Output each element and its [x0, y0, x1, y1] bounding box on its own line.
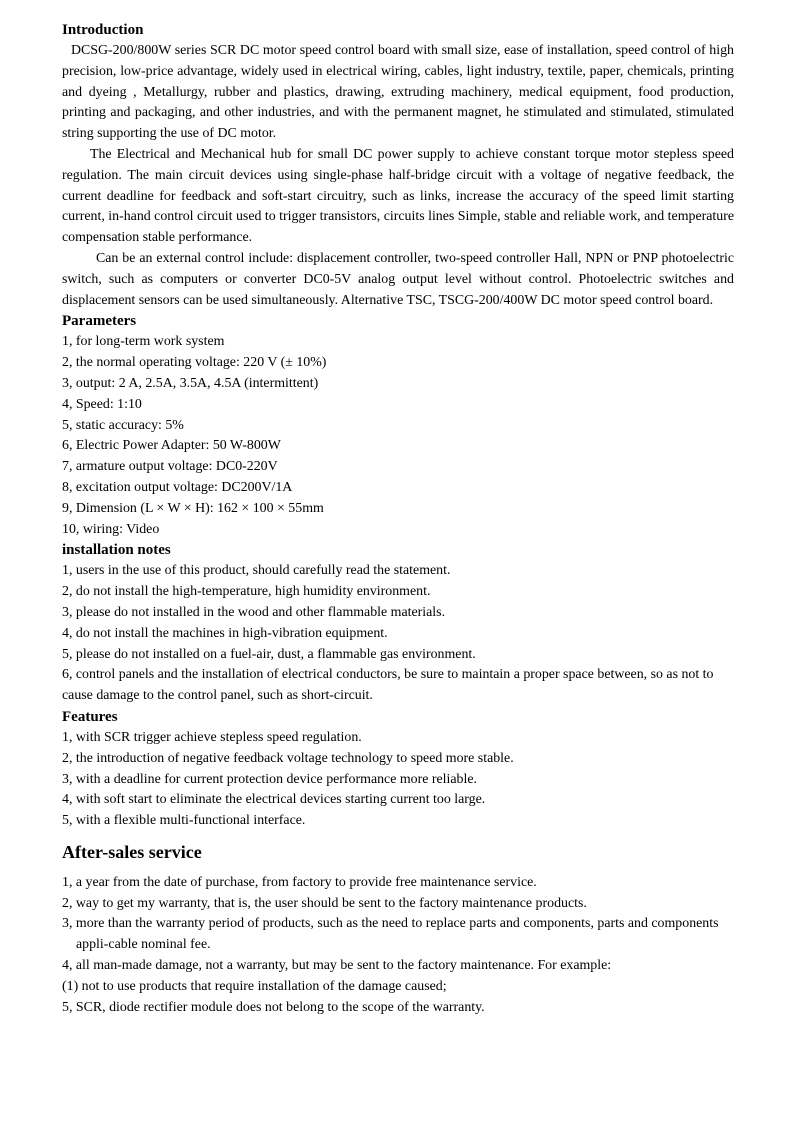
document-page [62, 20, 734, 1018]
after-sales-heading: After-sales service [62, 841, 202, 862]
list-item: 4, with soft start to eliminate the electrical devices starting current too large. [62, 792, 486, 808]
list-item: 8, excitation output voltage: DC200V/1A [62, 479, 293, 495]
intro-paragraph-1: DCSG-200/800W series SCR DC motor speed control board with small size, ease of installation, speed control of high precision, low-price advantage, widely used in electrical wiring, cables, light industry, textile, paper, chemicals, printing and dyeing , Metallurgy, rubber and plastics, drawing, extruding machinery, medical equipment, food production, printing and packaging, and other industries, and with the permanent magnet, he stimulated and stimulated, stimulated string supporting the use of DC motor. [62, 43, 734, 142]
features-section [62, 707, 734, 832]
list-item: 1, a year from the date of purchase, from factory to provide free maintenance service. [62, 874, 537, 890]
after-sales-section [62, 839, 734, 1019]
list-item: 2, the normal operating voltage: 220 V (± 10%) [62, 355, 327, 371]
list-item: 9, Dimension (L × W × H): 162 × 100 × 55mm [62, 500, 324, 516]
intro-paragraph-2: The Electrical and Mechanical hub for small DC power supply to achieve constant torque motor stepless speed regulation. The main circuit devices using single-phase half-bridge circuit with a voltage of negative feedback, the current deadline for feedback and soft-start circuitry, such as links, increase the accuracy of the speed limit starting current, in-hand control circuit used to trigger transistors, circuits lines Simple, stable and reliable work, and temperature compensation stable performance. [62, 146, 734, 246]
list-item: 5, with a flexible multi-functional interface. [62, 813, 306, 829]
list-item: 1, users in the use of this product, should carefully read the statement. [62, 563, 451, 579]
list-item: 3, with a deadline for current protection device performance more reliable. [62, 771, 477, 787]
introduction-section [62, 20, 734, 311]
installation-heading: installation notes [62, 542, 171, 559]
list-item: 4, Speed: 1:10 [62, 396, 142, 412]
list-item: 3, more than the warranty period of products, such as the need to replace parts and components, parts and components appli-cable nominal fee. [62, 916, 719, 953]
list-item: 3, output: 2 A, 2.5A, 3.5A, 4.5A (intermittent) [62, 375, 319, 391]
list-item: 2, do not install the high-temperature, high humidity environment. [62, 584, 431, 600]
list-item: 2, the introduction of negative feedback voltage technology to speed more stable. [62, 750, 514, 766]
intro-paragraph-3: Can be an external control include: displacement controller, two-speed controller Hall, NPN or PNP photoelectric switch, such as computers or converter DC0-5V analog output level without control. Photoelectric switches and displacement sensors can be used simultaneously. Alternative TSC, TSCG-200/400W DC motor speed control board. [62, 250, 734, 308]
list-item: 5, static accuracy: 5% [62, 417, 184, 433]
list-item: 1, for long-term work system [62, 334, 225, 350]
list-item: 3, please do not installed in the wood and other flammable materials. [62, 604, 446, 620]
features-heading: Features [62, 708, 118, 725]
list-item: 2, way to get my warranty, that is, the user should be sent to the factory maintenance products. [62, 895, 587, 911]
parameters-heading: Parameters [62, 313, 137, 330]
introduction-heading: Introduction [62, 22, 144, 38]
list-item: 10, wiring: Video [62, 521, 160, 537]
list-item: 4, do not install the machines in high-vibration equipment. [62, 625, 388, 641]
list-item: 6, Electric Power Adapter: 50 W-800W [62, 438, 281, 454]
list-item: 6, control panels and the installation of electrical conductors, be sure to maintain a proper space between, so as not to cause damage to the control panel, such as short-circuit. [62, 667, 714, 704]
installation-section [62, 540, 734, 707]
list-item: 1, with SCR trigger achieve stepless speed regulation. [62, 729, 362, 745]
features-list [62, 728, 734, 832]
list-item: 5, SCR, diode rectifier module does not belong to the scope of the warranty. [62, 999, 485, 1015]
parameters-list [62, 332, 734, 540]
parameters-section [62, 311, 734, 540]
after-sales-list [62, 873, 734, 1019]
installation-list [62, 561, 734, 707]
list-item: 7, armature output voltage: DC0-220V [62, 459, 278, 475]
list-item: (1) not to use products that require installation of the damage caused; [62, 978, 447, 994]
list-item: 4, all man-made damage, not a warranty, but may be sent to the factory maintenance. For example: [62, 958, 612, 974]
list-item: 5, please do not installed on a fuel-air, dust, a flammable gas environment. [62, 646, 476, 662]
